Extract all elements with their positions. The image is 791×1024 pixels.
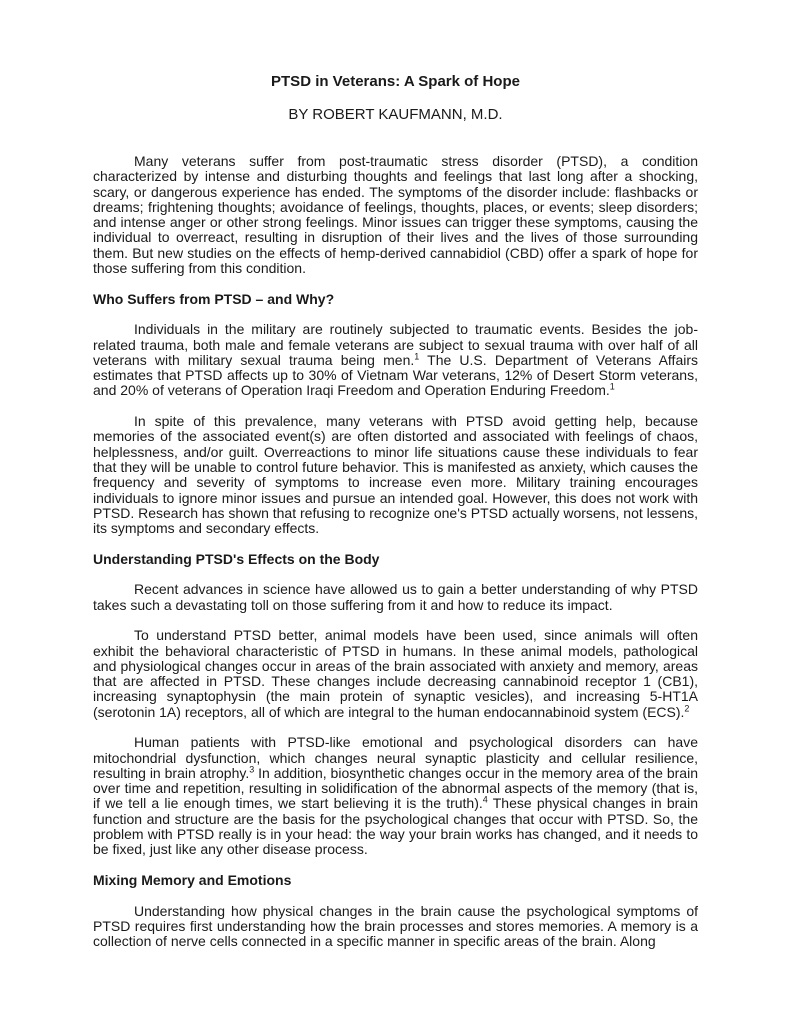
footnote-reference: 3 (249, 764, 255, 775)
body-paragraph: Individuals in the military are routinely subjected to traumatic events. Besides the job-related trauma, both male and female veterans are subject to sexual trauma with over half of all veterans with military sexual trauma being men.$^1$ The U.S. Department of Veterans Affairs estimates that PTSD affects up to 30% of Vietnam War veterans, 12% of Desert Storm veterans, and 20% of veterans of Operation Iraqi Freedom and Operation Enduring Freedom.$^1$ (93, 321, 698, 399)
section-heading: Who Suffers from PTSD – and Why? (93, 290, 335, 307)
section-heading: Understanding PTSD's Effects on the Body (93, 550, 380, 567)
body-paragraph: To understand PTSD better, animal models have been used, since animals will often exhibit the behavioral characteristic of PTSD in humans. In these animal models, pathological and physiological changes occur in areas of the brain associated with anxiety and memory, areas that are affected in PTSD. These changes include decreasing cannabinoid receptor 1 (CB1), increasing synaptophysin (the main protein of synaptic vesicles), and increasing 5-HT1A (serotonin 1A) receptors, all of which are integral to the human endocannabinoid system (ECS).$^2$ (93, 627, 698, 720)
footnote-reference: 2 (684, 703, 690, 714)
document-byline: BY ROBERT KAUFMANN, M.D. (288, 106, 503, 123)
document-body (93, 154, 698, 949)
body-paragraph: Understanding how physical changes in the brain cause the psychological symptoms of PTSD requires first understanding how the brain processes and stores memories. A memory is a collection of nerve cells connected in a specific manner in specific areas of the brain. Along (93, 902, 698, 950)
body-paragraph: In spite of this prevalence, many veterans with PTSD avoid getting help, because memories of the associated event(s) are often distorted and associated with feelings of chaos, helplessness, and/or guilt. Overreactions to minor life situations cause these individuals to fear that they will be unable to control future behavior. This is manifested as anxiety, which causes the frequency and severity of symptoms to increase even more. Military training encourages individuals to ignore minor issues and pursue an intended goal. However, this does not work with PTSD. Research has shown that refusing to recognize one's PTSD actually worsens, not lessens, its symptoms and secondary effects. (93, 413, 698, 537)
footnote-reference: 4 (482, 794, 488, 805)
document-title: PTSD in Veterans: A Spark of Hope (271, 73, 520, 90)
body-paragraph: Recent advances in science have allowed us to gain a better understanding of why PTSD takes such a devastating toll on those suffering from it and how to reduce its impact. (93, 581, 698, 613)
body-paragraph: Many veterans suffer from post-traumatic stress disorder (PTSD), a condition characterized by intense and disturbing thoughts and feelings that last long after a shocking, scary, or dangerous experience has ended. The symptoms of the disorder include: flashbacks or dreams; frightening thoughts; avoidance of feelings, thoughts, places, or events; sleep disorders; and intense anger or other strong feelings. Minor issues can trigger these symptoms, causing the individual to overreact, resulting in disruption of their lives and the lives of those surrounding them. But new studies on the effects of hemp-derived cannabidiol (CBD) offer a spark of hope for those suffering from this condition. (93, 153, 698, 277)
body-paragraph: Human patients with PTSD-like emotional and psychological disorders can have mitochondrial dysfunction, which changes neural synaptic plasticity and cellular resilience, resulting in brain atrophy.$^3$ In addition, biosynthetic changes occur in the memory area of the brain over time and repetition, resulting in solidification of the abnormal aspects of the memory (that is, if we tell a lie enough times, we start believing it is the truth).$^4$ These physical changes in brain function and structure are the basis for the psychological changes that occur with PTSD. So, the problem with PTSD really is in your head: the way your brain works has changed, and it needs to be fixed, just like any other disease process. (93, 734, 698, 858)
footnote-reference: 1 (414, 351, 420, 362)
footnote-reference: 1 (609, 381, 615, 392)
section-heading: Mixing Memory and Emotions (93, 871, 292, 888)
